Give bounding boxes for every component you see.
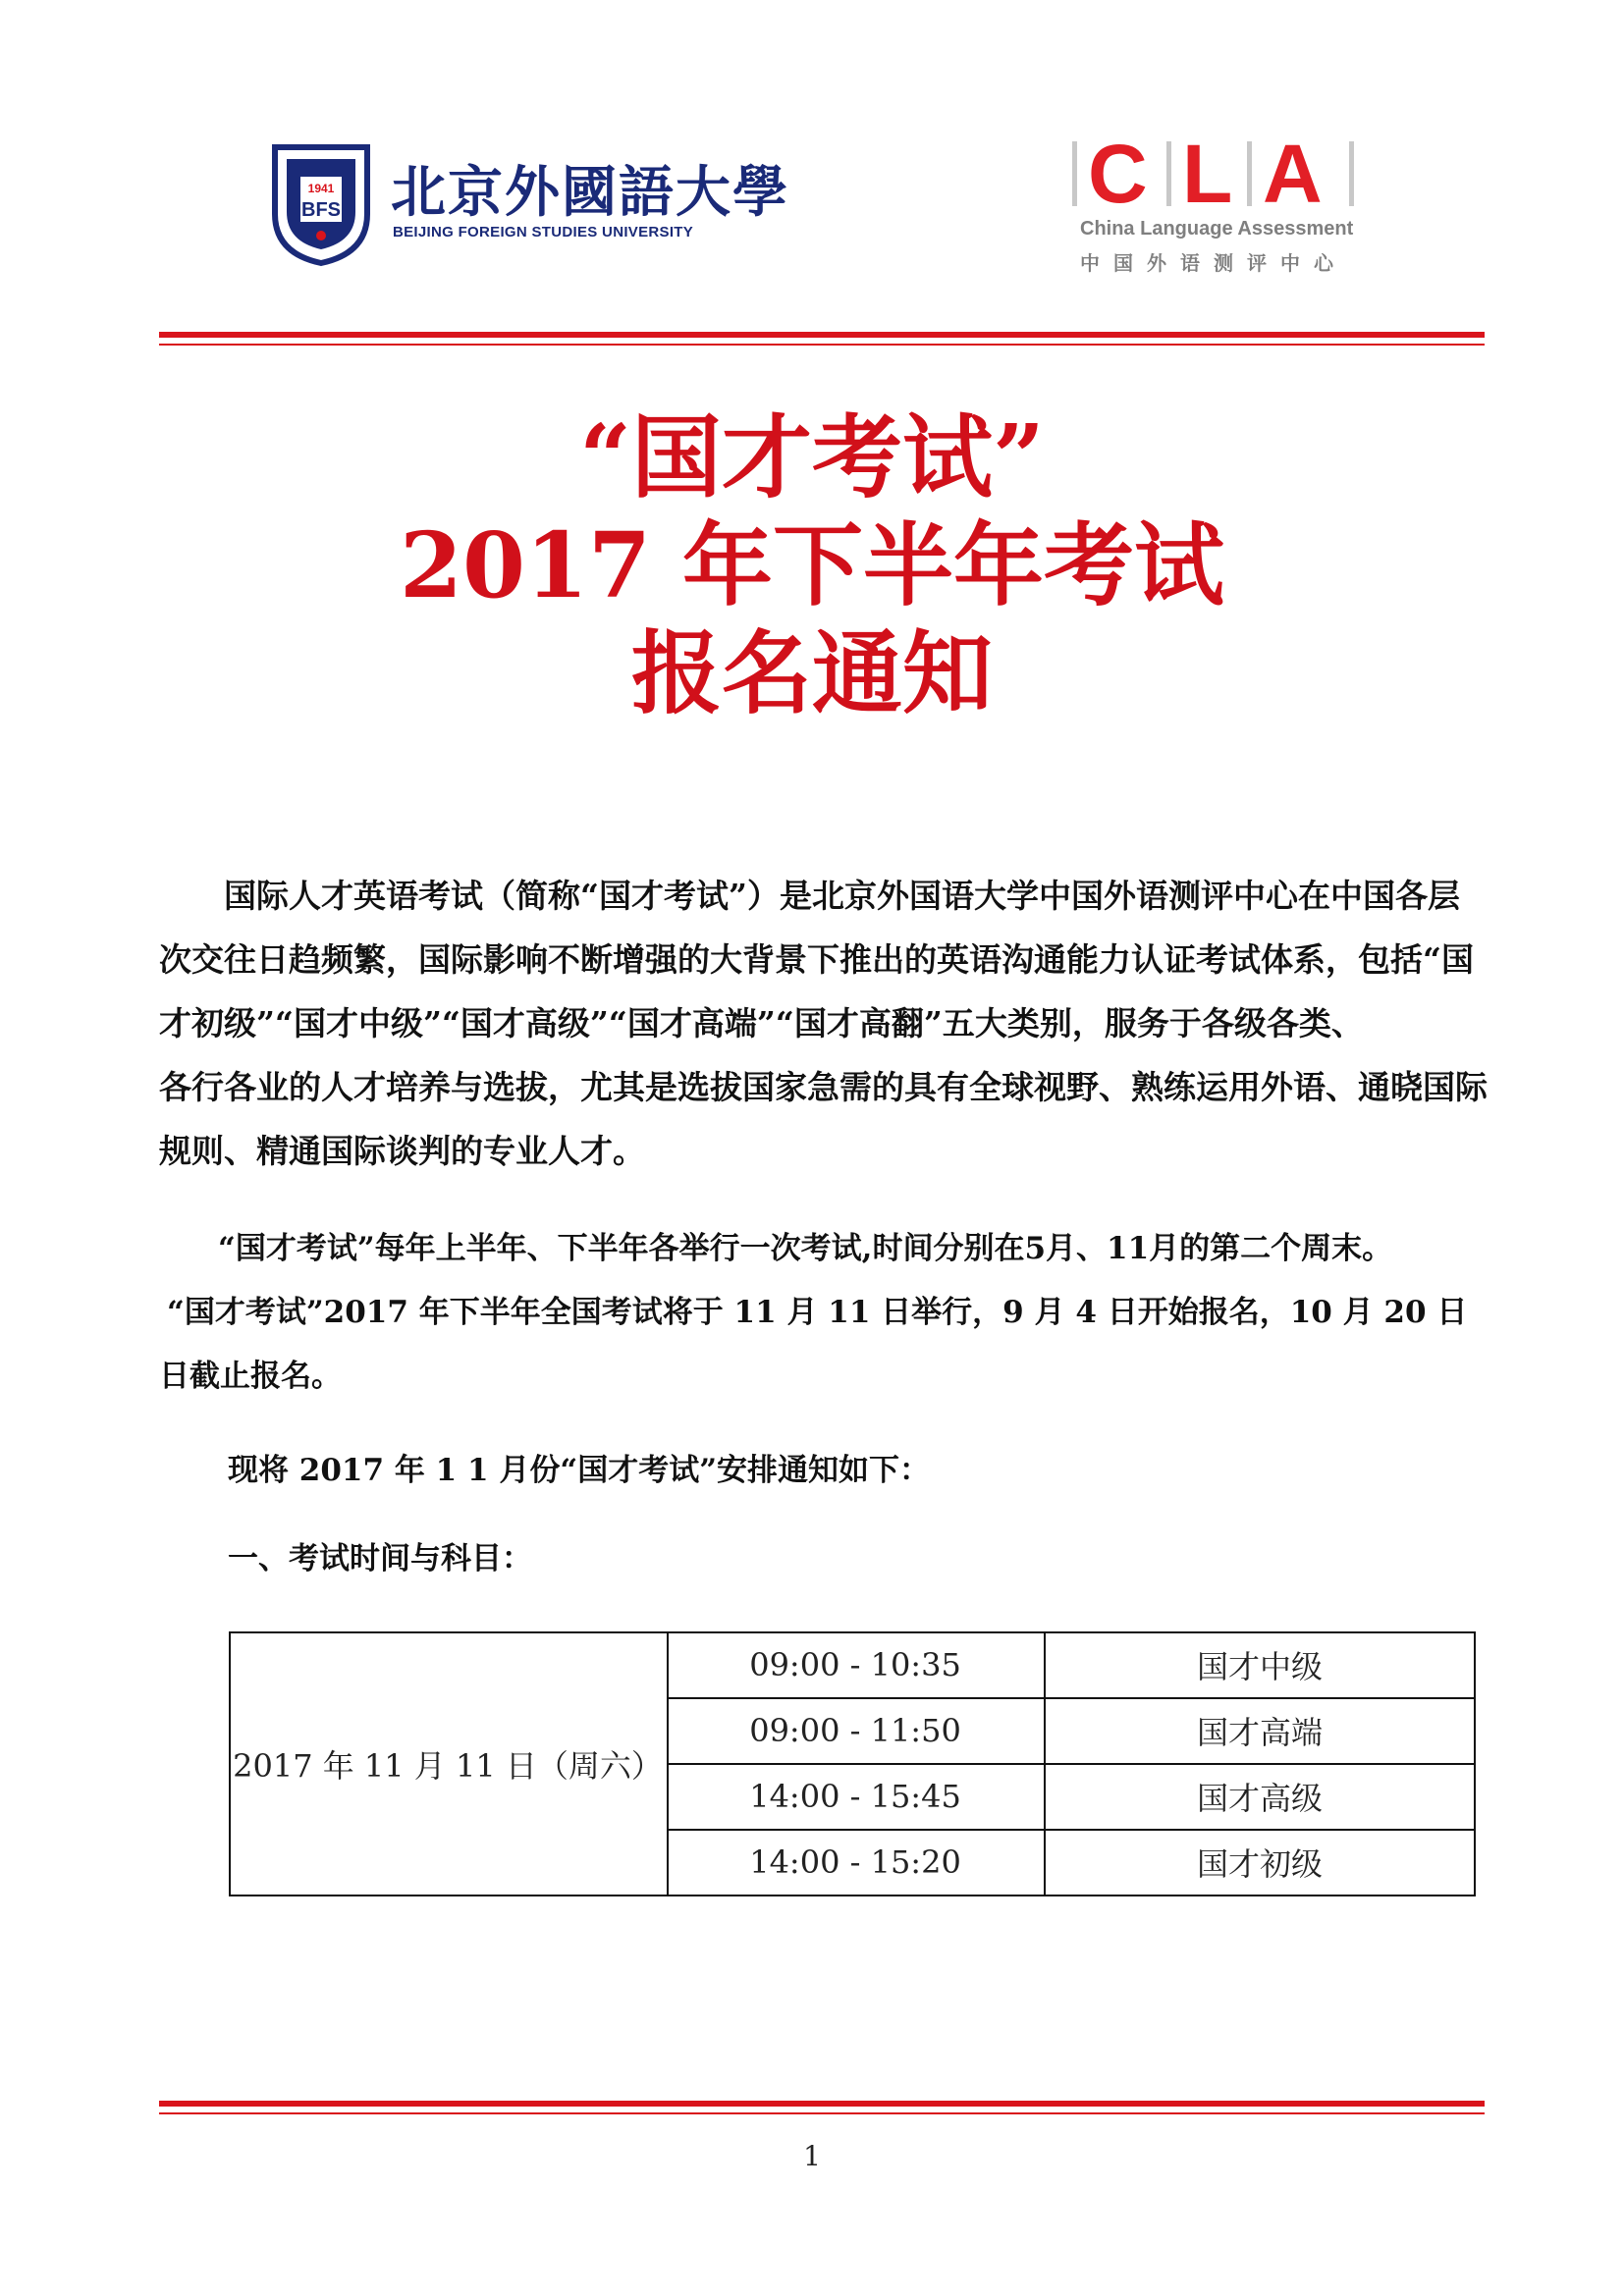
header-rule bbox=[159, 332, 1485, 338]
schedule-line: “国才考试”2017 年下半年全国考试将于 11 月 11 日举行，9 月 4 日开始报名，10 月 20 日 bbox=[167, 1295, 1468, 1330]
intro-line: 规则、精通国际谈判的专业人才。 bbox=[159, 1132, 645, 1170]
schedule-paragraph bbox=[159, 1217, 1514, 1409]
exam-schedule-table bbox=[229, 1631, 1476, 1896]
exam-subject-cell: 国才高端 bbox=[1196, 1713, 1323, 1751]
exam-time-cell: 14:00 - 15:20 bbox=[749, 1842, 961, 1881]
intro-line: 次交往日趋频繁，国际影响不断增强的大背景下推出的英语沟通能力认证考试体系，包括“国 bbox=[159, 940, 1474, 979]
cla-subtitle-english: China Language Assessment bbox=[1080, 218, 1354, 240]
title-line-1: “国才考试” bbox=[579, 404, 1045, 510]
exam-time-cell: 14:00 - 15:45 bbox=[749, 1777, 961, 1815]
svg-text:1941: 1941 bbox=[307, 182, 335, 195]
footer-rule bbox=[159, 2101, 1485, 2107]
exam-time-cell: 09:00 - 10:35 bbox=[749, 1645, 961, 1683]
cla-logo bbox=[1072, 128, 1357, 220]
footer-rule-thin bbox=[159, 2112, 1485, 2114]
intro-paragraph bbox=[159, 864, 1514, 1183]
exam-date-cell: 2017 年 11 月 11 日（周六） bbox=[233, 1747, 663, 1785]
bfsu-seal-logo bbox=[267, 137, 375, 267]
bfsu-name-english: BEIJING FOREIGN STUDIES UNIVERSITY bbox=[393, 224, 694, 240]
cla-divider bbox=[1166, 141, 1171, 206]
schedule-line: 日截止报名。 bbox=[159, 1359, 342, 1394]
cla-letter-l: L bbox=[1182, 128, 1233, 220]
cla-divider bbox=[1247, 141, 1252, 206]
notice-line: 现将 2017 年 1 1 月份“国才考试”安排通知如下： bbox=[228, 1453, 931, 1488]
exam-subject-cell: 国才高级 bbox=[1196, 1779, 1323, 1817]
exam-subject-cell: 国才中级 bbox=[1196, 1647, 1323, 1685]
svg-text:BFS: BFS bbox=[301, 199, 341, 221]
cla-letter-a: A bbox=[1263, 128, 1323, 220]
page-number: 1 bbox=[803, 2140, 821, 2172]
cla-divider bbox=[1349, 141, 1354, 206]
bfsu-name-chinese: 北京外國語大學 bbox=[391, 160, 789, 225]
exam-subject-cell: 国才初级 bbox=[1196, 1844, 1323, 1883]
exam-time-cell: 09:00 - 11:50 bbox=[749, 1711, 961, 1749]
title-line-3: 报名通知 bbox=[630, 620, 993, 726]
cla-letter-c: C bbox=[1088, 128, 1148, 220]
schedule-line: “国才考试”每年上半年、下半年各举行一次考试,时间分别在5月、11月的第二个周末。 bbox=[218, 1231, 1393, 1266]
intro-line: 国际人才英语考试（简称“国才考试”）是北京外国语大学中国外语测评中心在中国各层 bbox=[224, 877, 1460, 915]
cla-subtitle-chinese: 中国外语测评中心 bbox=[1080, 253, 1347, 275]
title-line-2: 2017 年下半年考试 bbox=[399, 512, 1225, 618]
intro-line: 才初级”“国才中级”“国才高级”“国才高端”“国才高翻”五大类别，服务于各级各类、 bbox=[159, 1004, 1364, 1042]
intro-line: 各行各业的人才培养与选拔，尤其是选拔国家急需的具有全球视野、熟练运用外语、通晓国际 bbox=[159, 1068, 1488, 1106]
section-1-heading: 一、考试时间与科目： bbox=[228, 1541, 532, 1576]
cla-divider bbox=[1072, 141, 1077, 206]
header-rule-thin bbox=[159, 344, 1485, 346]
